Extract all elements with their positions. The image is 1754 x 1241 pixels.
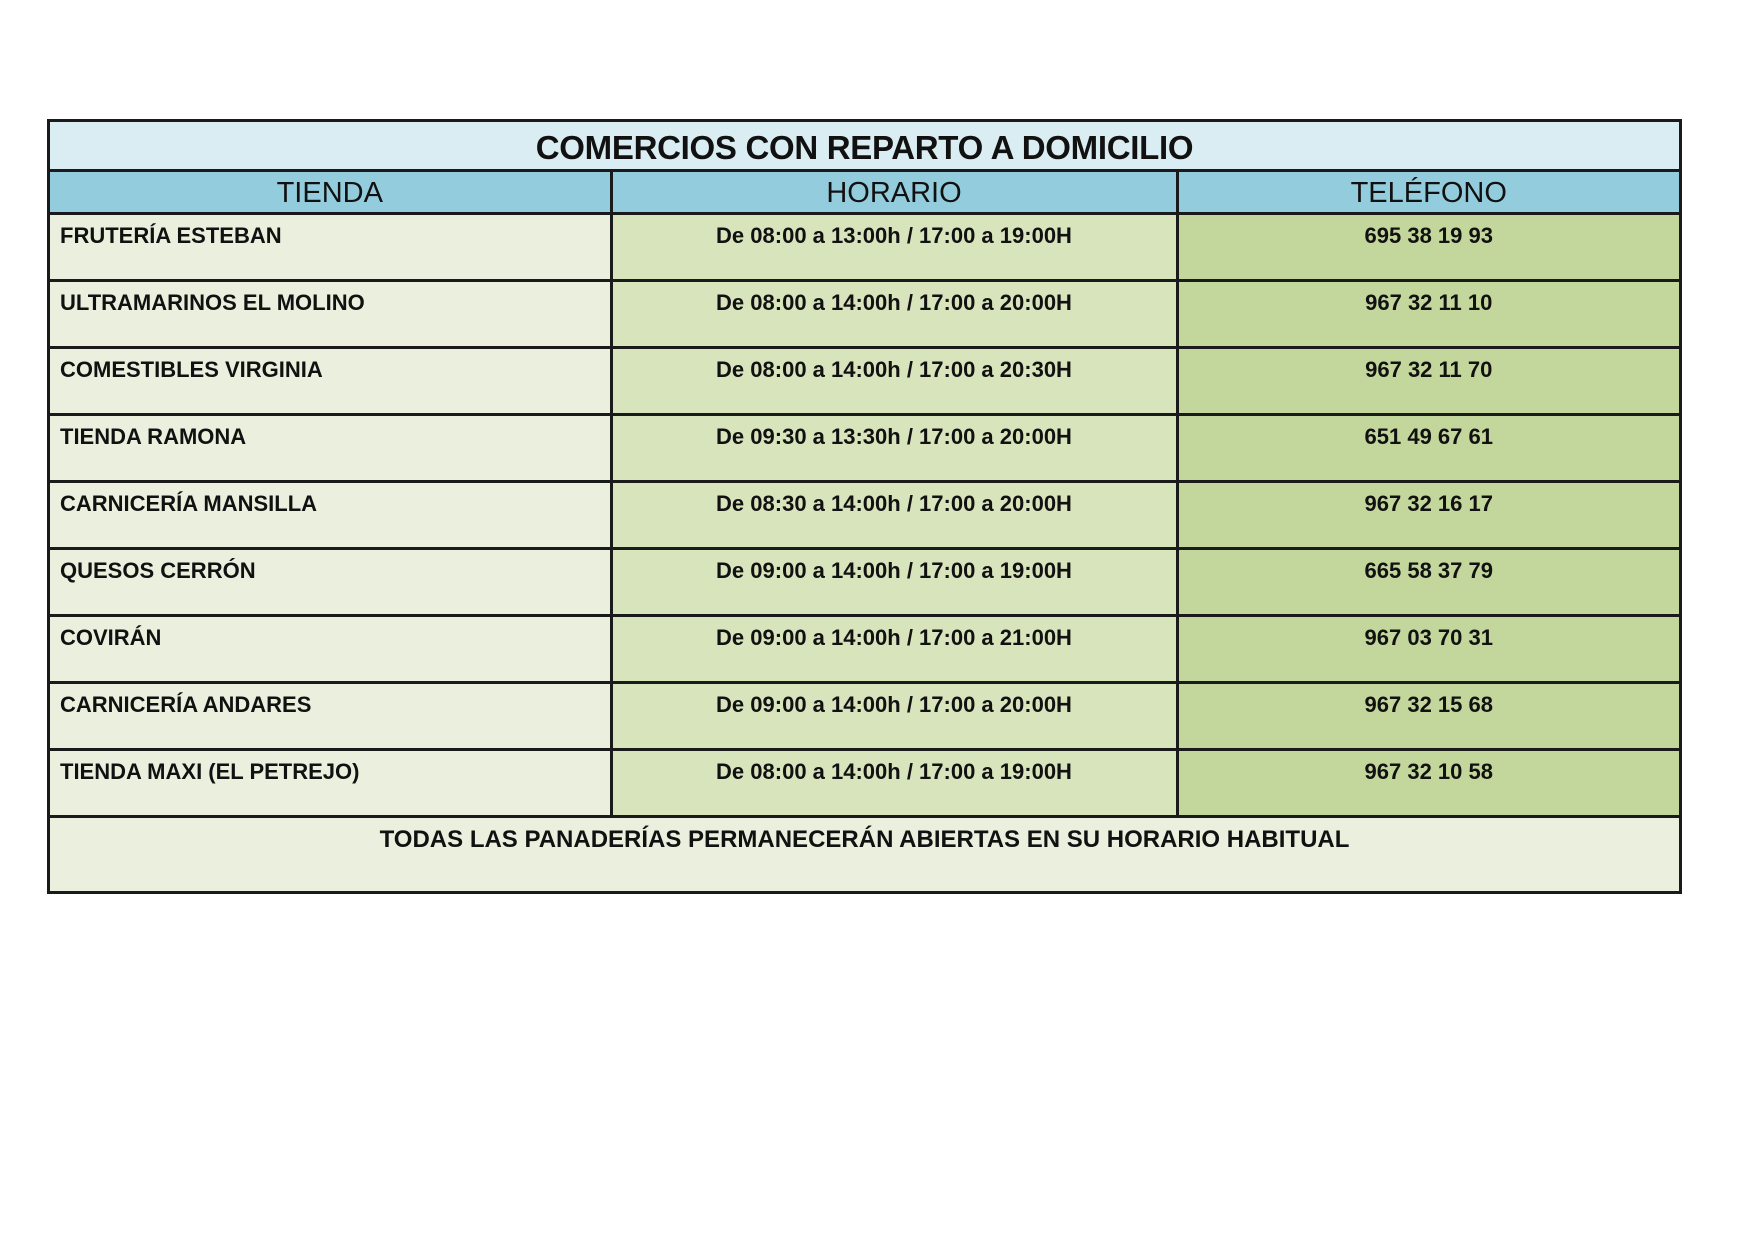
header-row bbox=[50, 172, 1679, 213]
phone-number-cell: 967 03 70 31 bbox=[1177, 615, 1679, 682]
shop-name-cell: CARNICERÍA MANSILLA bbox=[50, 481, 611, 548]
opening-hours-cell: De 09:00 a 14:00h / 17:00 a 20:00H bbox=[611, 682, 1177, 749]
shop-name-cell: CARNICERÍA ANDARES bbox=[50, 682, 611, 749]
phone-number-cell: 967 32 11 10 bbox=[1177, 280, 1679, 347]
shop-name-cell: QUESOS CERRÓN bbox=[50, 548, 611, 615]
opening-hours-cell: De 09:00 a 14:00h / 17:00 a 21:00H bbox=[611, 615, 1177, 682]
phone-number-cell: 967 32 15 68 bbox=[1177, 682, 1679, 749]
table-row bbox=[50, 213, 1679, 280]
shops-table bbox=[50, 172, 1679, 818]
delivery-shops-table bbox=[47, 119, 1682, 894]
table-title: COMERCIOS CON REPARTO A DOMICILIO bbox=[50, 122, 1679, 172]
phone-number-cell: 967 32 16 17 bbox=[1177, 481, 1679, 548]
opening-hours-cell: De 09:00 a 14:00h / 17:00 a 19:00H bbox=[611, 548, 1177, 615]
phone-number-cell: 665 58 37 79 bbox=[1177, 548, 1679, 615]
shop-name-cell: TIENDA RAMONA bbox=[50, 414, 611, 481]
table-row bbox=[50, 347, 1679, 414]
table-row bbox=[50, 280, 1679, 347]
opening-hours-cell: De 08:00 a 13:00h / 17:00 a 19:00H bbox=[611, 213, 1177, 280]
shop-name-cell: COVIRÁN bbox=[50, 615, 611, 682]
phone-number-cell: 967 32 11 70 bbox=[1177, 347, 1679, 414]
opening-hours-cell: De 08:00 a 14:00h / 17:00 a 20:30H bbox=[611, 347, 1177, 414]
column-header-shop: TIENDA bbox=[50, 172, 611, 213]
table-row bbox=[50, 548, 1679, 615]
table-row bbox=[50, 414, 1679, 481]
opening-hours-cell: De 08:30 a 14:00h / 17:00 a 20:00H bbox=[611, 481, 1177, 548]
phone-number-cell: 967 32 10 58 bbox=[1177, 749, 1679, 816]
table-row bbox=[50, 749, 1679, 816]
table-row bbox=[50, 481, 1679, 548]
table-row bbox=[50, 615, 1679, 682]
table-row bbox=[50, 682, 1679, 749]
phone-number-cell: 651 49 67 61 bbox=[1177, 414, 1679, 481]
opening-hours-cell: De 09:30 a 13:30h / 17:00 a 20:00H bbox=[611, 414, 1177, 481]
bakeries-note: TODAS LAS PANADERÍAS PERMANECERÁN ABIERTAS EN SU HORARIO HABITUAL bbox=[50, 818, 1679, 891]
phone-number-cell: 695 38 19 93 bbox=[1177, 213, 1679, 280]
shop-name-cell: COMESTIBLES VIRGINIA bbox=[50, 347, 611, 414]
shop-name-cell: FRUTERÍA ESTEBAN bbox=[50, 213, 611, 280]
opening-hours-cell: De 08:00 a 14:00h / 17:00 a 19:00H bbox=[611, 749, 1177, 816]
column-header-phone: TELÉFONO bbox=[1177, 172, 1679, 213]
shop-name-cell: TIENDA MAXI (EL PETREJO) bbox=[50, 749, 611, 816]
shop-name-cell: ULTRAMARINOS EL MOLINO bbox=[50, 280, 611, 347]
column-header-hours: HORARIO bbox=[611, 172, 1177, 213]
opening-hours-cell: De 08:00 a 14:00h / 17:00 a 20:00H bbox=[611, 280, 1177, 347]
